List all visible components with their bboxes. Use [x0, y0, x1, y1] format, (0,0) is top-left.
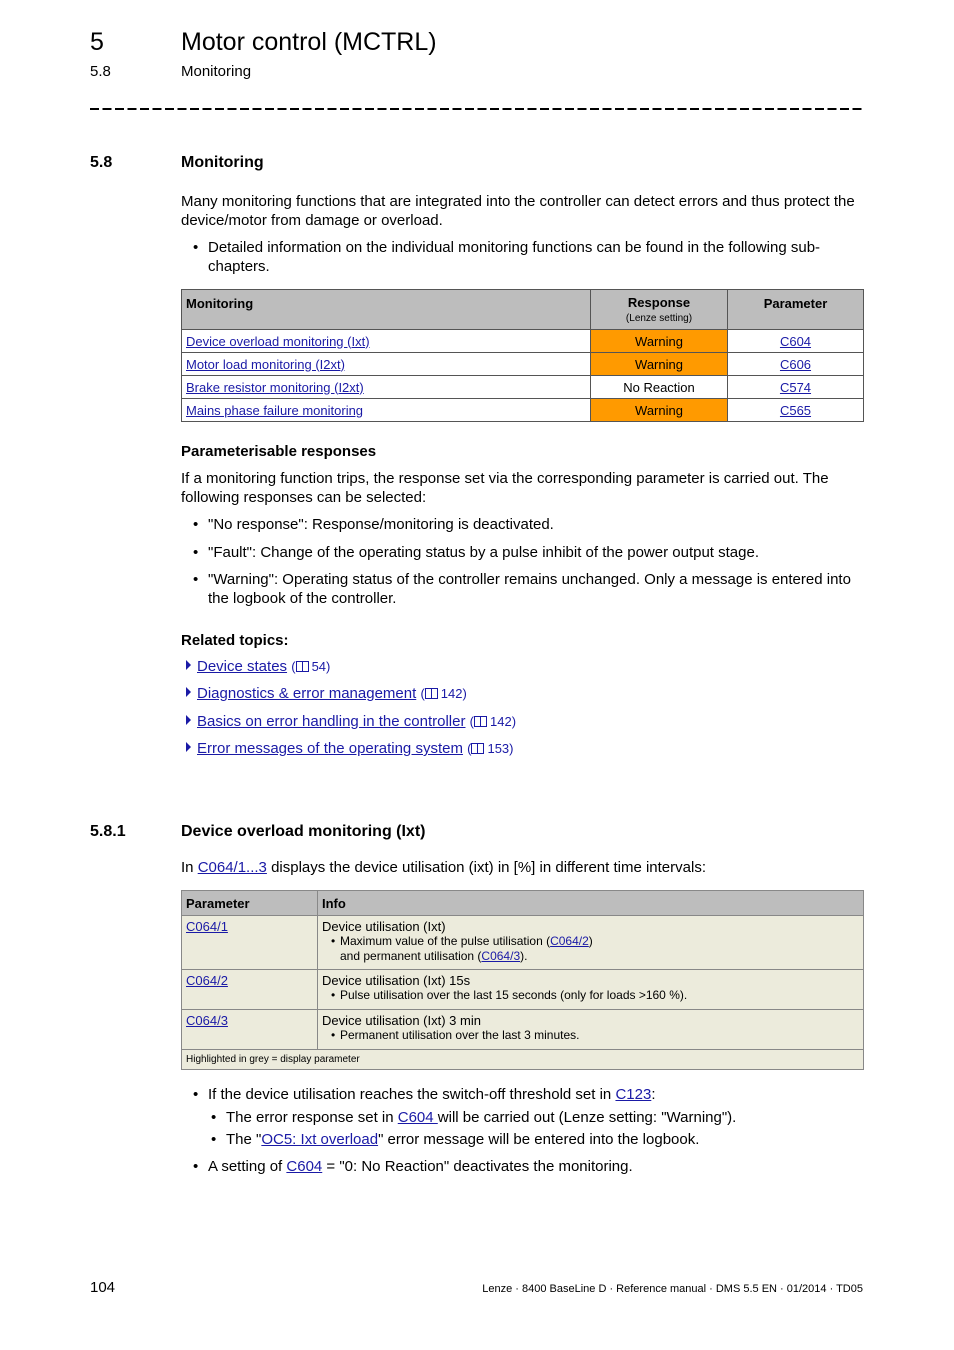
chapter-number: 5: [90, 28, 104, 56]
link-oc5[interactable]: OC5: Ixt overload: [261, 1131, 379, 1148]
footer-doc-info: Lenze · 8400 BaseLine D · Reference manual · DMS 5.5 EN · 01/2014 · TD05: [482, 1283, 863, 1295]
link-c064-1[interactable]: C064/1: [186, 919, 228, 934]
related-heading: Related topics:: [181, 632, 289, 649]
book-icon: [471, 743, 484, 754]
book-icon: [425, 688, 438, 699]
response-item: • "Fault": Change of the operating status by a pulse inhibit of the power output stage.: [181, 543, 863, 562]
link-param-c574[interactable]: C574: [779, 379, 812, 395]
row-bullet: • Pulse utilisation over the last 15 seconds (only for loads >160 %).: [322, 988, 859, 1003]
header-section-number: 5.8: [90, 63, 111, 80]
response-cell: Warning: [591, 399, 728, 422]
col-parameter: Parameter: [182, 891, 318, 916]
chapter-title: Motor control (MCTRL): [181, 28, 437, 56]
link-motor-load[interactable]: Motor load monitoring (I2xt): [186, 356, 345, 372]
book-icon: [296, 661, 309, 672]
responses-heading: Parameterisable responses: [181, 443, 377, 460]
table-footnote: Highlighted in grey = display parameter: [182, 1050, 864, 1070]
parameter-table: [181, 890, 864, 1070]
table-row: [182, 353, 864, 376]
col-response: Response (Lenze setting): [591, 290, 728, 330]
threshold-subbullet: • The error response set in C604 will be carried out (Lenze setting: "Warning").: [199, 1108, 866, 1127]
section-number: 5.8: [90, 154, 113, 171]
related-link-error-messages[interactable]: Error messages of the operating system ( 153): [186, 740, 514, 757]
link-mains-phase[interactable]: Mains phase failure monitoring: [186, 402, 364, 418]
arrow-icon: [186, 687, 191, 697]
link-c064[interactable]: C064/1...3: [197, 859, 267, 876]
row-title: Device utilisation (Ixt) 15s: [322, 973, 471, 988]
col-parameter: Parameter: [728, 290, 864, 330]
link-device-overload[interactable]: Device overload monitoring (Ixt): [186, 333, 370, 349]
book-icon: [474, 716, 487, 727]
page-number: 104: [90, 1279, 116, 1296]
table-row: [182, 916, 864, 970]
threshold-subbullet: • The "OC5: Ixt overload" error message will be entered into the logbook.: [199, 1130, 866, 1149]
link-c064-2[interactable]: C064/2: [550, 934, 589, 948]
row-title: Device utilisation (Ixt): [322, 919, 446, 934]
table-row: [182, 1010, 864, 1050]
link-param-c606[interactable]: C606: [779, 356, 812, 372]
row-title: Device utilisation (Ixt) 3 min: [322, 1013, 481, 1028]
response-cell: Warning: [591, 353, 728, 376]
arrow-icon: [186, 715, 191, 725]
row-bullet: • Permanent utilisation over the last 3 minutes.: [322, 1028, 859, 1043]
header-divider: [90, 108, 863, 110]
link-c064-3-row[interactable]: C064/3: [186, 1013, 228, 1028]
link-c604-a[interactable]: C604: [397, 1109, 438, 1126]
link-brake-resistor[interactable]: Brake resistor monitoring (I2xt): [186, 379, 364, 395]
link-c604-b[interactable]: C604: [286, 1158, 323, 1175]
link-param-c604[interactable]: C604: [779, 333, 812, 349]
col-info: Info: [318, 891, 864, 916]
response-cell: No Reaction: [591, 376, 728, 399]
link-c123[interactable]: C123: [615, 1086, 652, 1103]
related-link-device-states[interactable]: Device states ( 54): [186, 658, 330, 675]
table-row: [182, 399, 864, 422]
table-row: [182, 970, 864, 1010]
arrow-icon: [186, 742, 191, 752]
table-row: [182, 376, 864, 399]
link-param-c565[interactable]: C565: [779, 402, 812, 418]
response-item: • "No response": Response/monitoring is deactivated.: [181, 515, 863, 534]
response-cell: Warning: [591, 330, 728, 353]
subsection-title: Device overload monitoring (Ixt): [181, 823, 426, 840]
related-link-error-handling[interactable]: Basics on error handling in the controller ( 142): [186, 713, 516, 730]
section-bullet: • Detailed information on the individual monitoring functions can be found in the following sub-chapters.: [181, 238, 863, 276]
header-section-title: Monitoring: [181, 63, 252, 80]
deactivate-bullet: • A setting of C604 = "0: No Reaction" deactivates the monitoring.: [181, 1157, 863, 1176]
table-row: [182, 330, 864, 353]
subsection-number: 5.8.1: [90, 823, 126, 840]
monitoring-table: [181, 289, 864, 422]
subsection-intro: In C064/1...3 displays the device utilisation (ixt) in [%] in different time intervals:: [181, 859, 706, 876]
threshold-bullet: • If the device utilisation reaches the switch-off threshold set in C123:: [181, 1085, 863, 1104]
arrow-icon: [186, 660, 191, 670]
section-title: Monitoring: [181, 154, 264, 171]
link-c064-3[interactable]: C064/3: [481, 949, 521, 963]
related-link-diagnostics[interactable]: Diagnostics & error management ( 142): [186, 685, 467, 702]
response-item: • "Warning": Operating status of the controller remains unchanged. Only a message is entered into the logbook of the controller.: [181, 570, 863, 608]
responses-intro: If a monitoring function trips, the response set via the corresponding parameter is carried out. The following responses can be selected:: [181, 470, 829, 506]
row-bullet: • Maximum value of the pulse utilisation (C064/2) and permanent utilisation (C064/3).: [322, 934, 859, 964]
col-monitoring: Monitoring: [182, 290, 591, 330]
link-c064-2-row[interactable]: C064/2: [186, 973, 228, 988]
section-intro: Many monitoring functions that are integrated into the controller can detect errors and thus protect the device/motor from damage or overload.: [181, 193, 855, 229]
